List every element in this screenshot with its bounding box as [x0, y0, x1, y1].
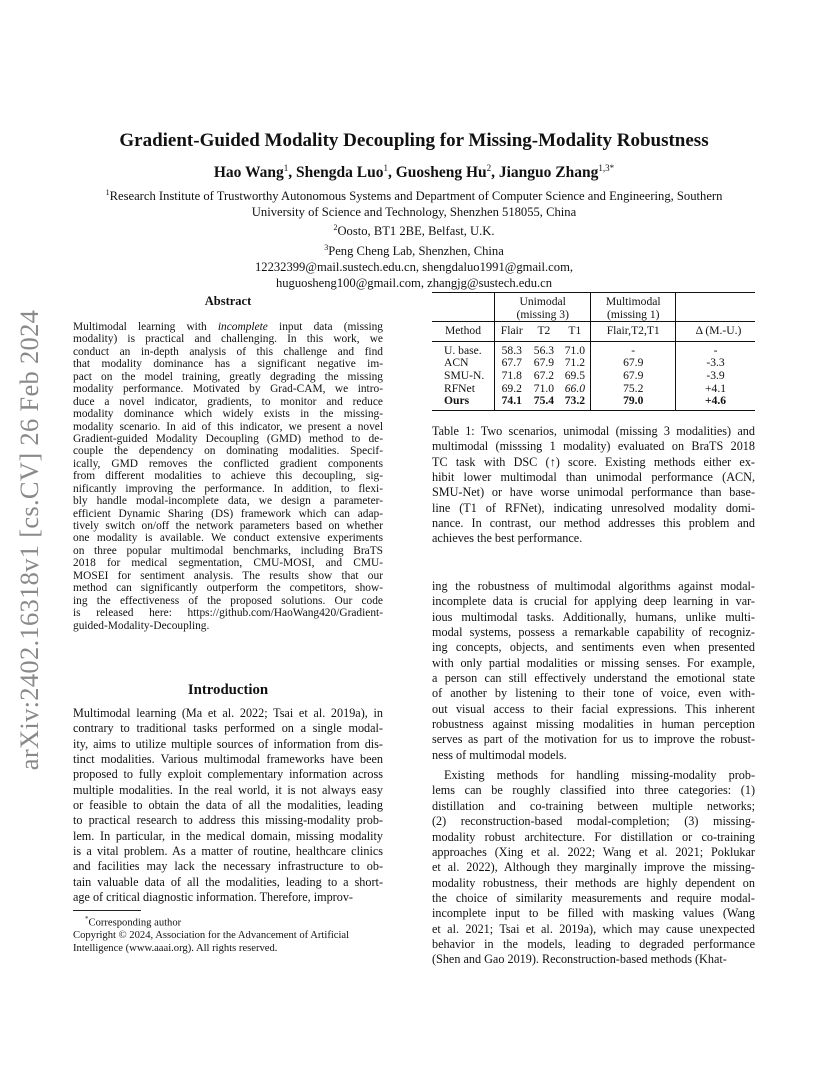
affiliation-mark: 1	[105, 188, 110, 197]
table-value-cell: -3.3	[706, 356, 725, 370]
introduction-line: proposed to fully exploit complementary information across	[73, 767, 383, 782]
author-separator: ,	[288, 164, 297, 182]
arxiv-stamp-text: arXiv:2402.16318v1 [cs.CV] 26 Feb 2024	[14, 309, 44, 771]
table-value-cell: 67.2	[533, 368, 555, 382]
right-body-line: lems can be roughly classified into three categories: (1)	[432, 783, 755, 798]
caption-line: nance. In contrast, our method addresses this problem and	[432, 516, 755, 531]
footnote-corresponding: *Corresponding author	[85, 915, 182, 929]
author-separator: ,	[387, 164, 396, 182]
abstract-line: modality scenario. In aid of this indicator, we present a novel	[73, 420, 383, 433]
affiliations	[60, 185, 768, 291]
right-body-line: (Shen and Gao 2019). Reconstruction-based methods (Khat-	[432, 952, 727, 967]
abstract-line: is released here: https://github.com/HaoWang420/Gradient-	[73, 607, 383, 620]
author-affiliation-mark: 1	[283, 163, 289, 173]
table-value-cell: -	[591, 341, 676, 357]
abstract-line: ing the effectiveness of the proposed solutions. Our code	[73, 594, 383, 607]
right-body-line: a person can still effectively understand the emotional state	[432, 671, 755, 686]
caption-line: TC task with DSC (↑) score. Existing methods either ex-	[432, 454, 755, 469]
right-body-line: Existing methods for handling missing-modality prob-	[444, 768, 755, 783]
table-header-cell: T2	[537, 324, 551, 338]
right-body-line: (2) reconstruction-based modal-completion; (3) missing-	[432, 814, 755, 829]
affiliation-mark: 3	[324, 243, 329, 253]
introduction-line: lem. In particular, in the medical domain, missing modality	[73, 828, 383, 843]
emphasis-text: incomplete	[217, 321, 268, 333]
abstract-line: method can significantly outperform the competitors, show-	[73, 582, 383, 595]
abstract-line: tively switch on/off the network parameters based on whether	[73, 520, 383, 532]
abstract-line: that modality dominance has a significant negative im-	[73, 358, 383, 371]
abstract-line: bly handle modal-incomplete data, we design a parameter-	[73, 495, 383, 508]
caption-line: line (T1 of RFNet), indicating unresolved modality domi-	[432, 500, 755, 515]
abstract-line: on three popular multimodal benchmarks, including BraTS	[73, 544, 383, 557]
table-row	[432, 341, 755, 357]
table-value-cell: 74.1	[501, 394, 522, 408]
abstract-line: MOSEI for sentiment analysis. The results show that our	[73, 569, 383, 582]
abstract-line: one modality is available. We conduct extensive experiments	[73, 532, 383, 545]
right-paragraph-2	[432, 768, 755, 967]
abstract-line: ically, GMD removes the conflicted gradient components	[73, 457, 383, 470]
table-value-cell: 56.3	[533, 343, 555, 357]
abstract-heading: Abstract	[204, 294, 252, 308]
abstract-line: Multimodal learning with incomplete input data (missing	[73, 321, 383, 333]
right-body-line: ing the robustness of multimodal algorithms against modal-	[432, 579, 755, 593]
table-value-cell: 67.9	[591, 370, 676, 383]
affiliation-line	[60, 185, 768, 205]
table-value-cell: 71.0	[533, 381, 555, 395]
table-value-cell: -3.9	[706, 368, 725, 382]
table-value-cell: 75.4	[533, 394, 555, 408]
table-value-cell: 58.3	[501, 343, 522, 357]
table-header-cell: Flair,T2,T1	[591, 322, 676, 342]
introduction-line: is a vital problem. As a matter of routine, healthcare clinics	[73, 844, 383, 859]
abstract-line: modality performance. Motivated by Grad-CAM, we intro-	[73, 383, 383, 396]
right-body-line: robustness against missing modalities in human perception	[432, 717, 755, 732]
table-method-cell: U. base.	[432, 341, 495, 357]
table-value-cell: 67.9	[533, 356, 555, 370]
abstract-line: conduct an in-depth analysis of this challenge and find	[73, 345, 383, 358]
table-value-cell: +4.6	[704, 394, 727, 408]
author-affiliation-mark: 1,3*	[598, 163, 615, 173]
copyright-line-1: Copyright © 2024, Association for the Advancement of Artificial	[73, 930, 350, 942]
right-body-line: distillation and co-training between multiple networks;	[432, 798, 755, 813]
right-body-line: modal systems, possess a remarkable capability of recogniz-	[432, 625, 755, 640]
results-table	[432, 292, 755, 411]
right-body-line: serves as part of the motivation for us to improve the robust-	[432, 732, 755, 747]
author-name: Hao Wang	[213, 164, 284, 182]
author-name: Jianguo Zhang	[498, 164, 599, 182]
table-value-cell: +4.1	[705, 381, 727, 395]
introduction-line: age of critical diagnostic information. Therefore, improv-	[73, 890, 353, 905]
abstract-line: modality dominance which widely exists in the missing-	[73, 408, 383, 421]
footnote	[73, 913, 388, 955]
affiliation-line	[60, 276, 768, 292]
abstract-line: guided-Modality-Decoupling.	[73, 619, 210, 632]
table-body	[432, 341, 755, 410]
right-body-line: modality robustness, their methods are highly dependent on	[432, 875, 755, 890]
abstract-line: nificantly improving the performance. In addition, to flexi-	[73, 482, 383, 495]
table-value-cell: 71.8	[501, 368, 522, 382]
right-body-line: et al. 2022), Although they marginally improve the missing-	[432, 860, 755, 875]
paper-title: Gradient-Guided Modality Decoupling for Missing-Modality Robustness	[119, 130, 709, 151]
table-caption	[432, 424, 755, 547]
abstract-line: from different modalities to achieve this decoupling, sig-	[73, 470, 383, 483]
abstract-line: duce a novel indicator, gradients, to monitor and reduce	[73, 395, 383, 408]
table-header-cell: Δ (M.-U.)	[695, 324, 742, 338]
right-body-line: with only partial modalities or missing senses. For example,	[432, 655, 755, 670]
introduction-line: or feasible to obtain the data of all the modalities, leading	[73, 798, 383, 813]
affiliation-text: Research Institute of Trustworthy Autonomous Systems and Department of Computer Science and Engineering, Southern	[109, 189, 723, 204]
affiliation-line	[60, 220, 768, 240]
right-body-line: behavior in the models, leading to degraded performance	[432, 936, 755, 951]
right-body-line: approaches (Xing et al. 2022; Wang et al. 2021; Poklukar	[432, 844, 755, 859]
right-paragraph-1	[432, 579, 755, 763]
table-row	[432, 395, 755, 410]
affiliation-text: Oosto, BT1 2BE, Belfast, U.K.	[337, 224, 495, 239]
abstract-line: pact on the model training, greatly degrading the missing	[73, 370, 383, 383]
table-value-cell: 66.0	[559, 383, 591, 396]
caption-line: SMU-Net) or have worse unimodal performance than base-	[432, 485, 755, 500]
affiliation-text: University of Science and Technology, Shenzhen 518055, China	[251, 204, 577, 219]
table-value-cell: 67.7	[501, 356, 522, 370]
right-body-line: out visual access to their facial expressions. This inherent	[432, 701, 755, 716]
affiliation-line	[60, 240, 768, 260]
table-header-row	[432, 322, 755, 342]
introduction-line: and facilities may lack the necessary infrastructure to ob-	[73, 859, 383, 874]
abstract-line: Gradient-guided Modality Decoupling (GMD) method to de-	[73, 432, 383, 445]
table-value-cell: 67.9	[591, 357, 676, 370]
introduction-body	[73, 706, 383, 905]
caption-line: Table 1: Two scenarios, unimodal (missing 3 modalities) and	[432, 424, 755, 438]
table-row	[432, 370, 755, 383]
right-body-line: of another by listening to their tone of voice, even with-	[432, 686, 755, 701]
table-header-cell: T1	[559, 322, 591, 342]
affiliation-text: huguosheng100@gmail.com, zhangjg@sustech.edu.cn	[275, 275, 553, 290]
author-affiliation-mark: 2	[486, 163, 492, 173]
arxiv-side-stamp	[14, 309, 54, 771]
caption-line: multimodal (misssing 1 modality) evaluated on BraTS 2018	[432, 439, 755, 454]
right-body-line: ness of multimodal models.	[432, 747, 567, 762]
right-column-body	[432, 579, 755, 968]
abstract-body	[73, 321, 383, 632]
right-body-line: ing concepts, objects, and sentiments even when presented	[432, 640, 755, 655]
right-body-line: ious multimodal tasks. Additionally, humans, unlike multi-	[432, 609, 755, 624]
right-body-line: et al. 2021; Tsai et al. 2019a), which may cause unexpected	[432, 921, 755, 936]
table-method-cell: ACN	[432, 357, 495, 370]
abstract-line: efficient Dynamic Sharing (DS) framework which can adap-	[73, 507, 383, 520]
unimodal-group-sublabel: (missing 3)	[516, 307, 569, 321]
table-value-cell: 73.2	[559, 395, 591, 410]
right-body-line: incomplete data is crucial for applying deep learning in var-	[432, 594, 755, 609]
table-value-cell: 69.2	[501, 381, 522, 395]
table-value-cell: 79.0	[591, 395, 676, 410]
introduction-line: contrary to traditional tasks performed on a single modal-	[73, 721, 383, 736]
table-value-cell: -	[713, 343, 718, 357]
caption-line: hibit lower multimodal than unimodal performance (ACN,	[432, 470, 755, 485]
table-method-cell: RFNet	[432, 383, 495, 396]
affiliation-mark: 2	[333, 223, 338, 233]
author-name: Guosheng Hu	[395, 164, 487, 182]
right-body-line: modality robust architecture. For distillation or co-training	[432, 829, 755, 844]
multimodal-group-sublabel: (missing 1)	[606, 307, 660, 321]
abstract-line: modality) is practical and challenging. In this work, we	[73, 333, 383, 346]
table-header-cell: Flair	[500, 324, 523, 338]
affiliation-line	[60, 260, 768, 276]
introduction-line: tinct modalities. Various multimodal frameworks have been	[73, 752, 383, 767]
unimodal-group-label: Unimodal	[519, 295, 566, 308]
author-affiliation-mark: 1	[383, 163, 388, 173]
table-method-cell: SMU-N.	[432, 370, 495, 383]
author-list	[60, 163, 768, 182]
affiliation-text: Peng Cheng Lab, Shenzhen, China	[328, 244, 504, 259]
author-name: Shengda Luo	[296, 164, 384, 182]
introduction-line: ity, aims to utilize multiple sources of information from dis-	[73, 736, 383, 751]
caption-line: achieves the best performance.	[432, 531, 583, 546]
table-value-cell: 69.5	[559, 370, 591, 383]
table-method-cell: Ours	[432, 395, 495, 410]
introduction-heading: Introduction	[187, 682, 269, 698]
right-body-line: the choice of similarity measurements and require modal-	[432, 890, 755, 905]
table-header-cell: Method	[432, 322, 495, 342]
introduction-line: multiple modalities. In the real world, it is not always easy	[73, 782, 383, 797]
abstract-line: 2018 for medical segmentation, CMU-MOSI, and CMU-	[73, 557, 383, 570]
multimodal-group-label: Multimodal	[605, 295, 661, 308]
footnote-rule	[73, 910, 141, 911]
right-body-line: incomplete input to be filled with masking values (Wang	[432, 906, 755, 921]
affiliation-line	[60, 205, 768, 221]
table-value-cell: 75.2	[591, 383, 676, 396]
table-value-cell: 71.2	[559, 357, 591, 370]
introduction-line: tain valuable data of all the modalities, leading to a short-	[73, 874, 383, 889]
table-value-cell: 71.0	[559, 341, 591, 357]
affiliation-text: 12232399@mail.sustech.edu.cn, shengdaluo1991@gmail.com,	[254, 259, 574, 274]
abstract-line: couple the dependency on dominating modalities. Specif-	[73, 445, 383, 458]
introduction-line: to practical research to address this missing-modality prob-	[73, 813, 383, 828]
copyright-line-2: Intelligence (www.aaai.org). All rights reserved.	[73, 942, 278, 954]
introduction-line: Multimodal learning (Ma et al. 2022; Tsai et al. 2019a), in	[73, 706, 383, 720]
author-separator: ,	[491, 164, 499, 182]
